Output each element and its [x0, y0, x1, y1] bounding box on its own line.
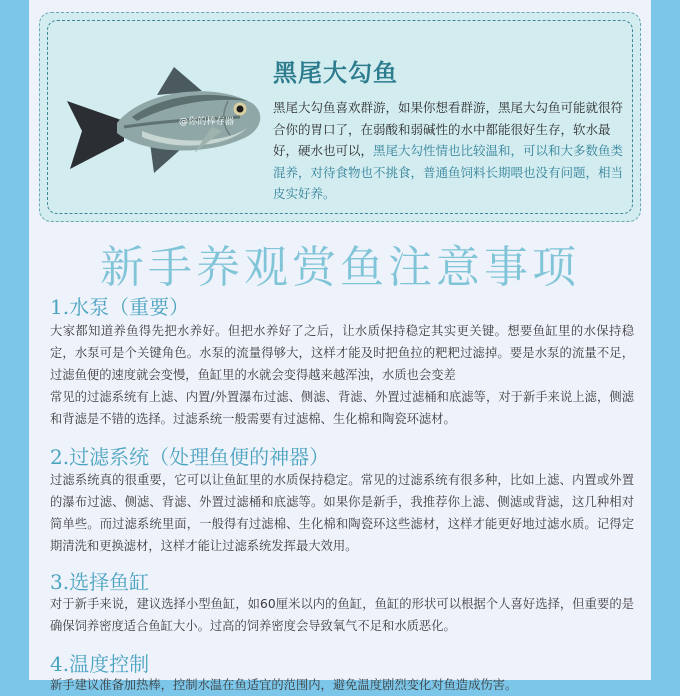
fish-card [39, 12, 641, 222]
fish-name-title: 黑尾大勾鱼 [273, 59, 398, 87]
watermark-text: @你的棒存器 [179, 117, 235, 127]
section-title-filter: 2.过滤系统（处理鱼便的神器） [50, 445, 330, 469]
section-body-tank [50, 593, 634, 637]
fish-description-highlight: 黑尾大勾性情也比较温和，可以和大多数鱼类混养，对待食物也不挑食， [273, 143, 624, 180]
section-body-pump [50, 320, 634, 430]
page-headline: 新手养观赏鱼注意事项 [100, 242, 580, 293]
section-body-temperature [50, 674, 634, 696]
section-title-pump: 1.水泵（重要） [50, 295, 190, 319]
section-paragraph: 新手建议准备加热棒，控制水温在鱼适宜的范围内，避免温度剧烈变化对鱼造成伤害。 [50, 678, 518, 692]
fish-description-text: 黑尾大勾鱼喜欢群游，如果你想看群游，黑尾大勾鱼可能就很符合你的胃口了，在弱酸和弱碱性的水中都能很好生存，软水最好，硬水也可以， [273, 100, 624, 158]
section-paragraph: 对于新手来说，建议选择小型鱼缸，如60厘米以内的鱼缸，鱼缸的形状可以根据个人喜好选择，但重要的是确保饲养密度适合鱼缸大小。过高的饲养密度会导致氧气不足和水质恶化。 [50, 597, 634, 633]
fish-description [273, 97, 628, 205]
article-page [29, 0, 651, 692]
section-paragraph: 常见的过滤系统有上滤、内置/外置瀑布过滤、侧滤、背滤、外置过滤桶和底滤等，对于新手来说上滤，侧滤和背滤是不错的选择。过滤系统一般需要有过滤棉、生化棉和陶瓷环滤材。 [50, 390, 634, 426]
section-title-tank: 3.选择鱼缸 [50, 570, 150, 594]
section-paragraph: 过滤系统真的很重要，它可以让鱼缸里的水质保持稳定。常见的过滤系统有很多种，比如上滤、内置或外置的瀑布过滤、侧滤、背滤、外置过滤桶和底滤等。如果你是新手，我推荐你上滤、侧滤或背滤，这几种相对简单些。而过滤系统里面，一般得有过滤棉、生化棉和陶瓷环这些滤材，这样才能更好地过滤水质。记得定期清洗和更换滤材，这样才能让过滤系统发挥最大效用。 [50, 473, 634, 553]
fish-description-highlight-2: 普通鱼饲料长期喂也没有问题，相当皮实好养。 [273, 164, 624, 201]
section-paragraph: 大家都知道养鱼得先把水养好。但把水养好了之后，让水质保持稳定其实更关键。想要鱼缸里的水保持稳定，水泵可是个关键角色。水泵的流量得够大，这样才能及时把鱼拉的粑粑过滤掉。要是水泵的流量不足，过滤鱼便的速度就会变慢，鱼缸里的水就会变得越来越浑浊，水质也会变差 [50, 324, 634, 382]
section-title-temperature: 4.温度控制 [50, 652, 150, 676]
section-body-filter [50, 469, 634, 557]
